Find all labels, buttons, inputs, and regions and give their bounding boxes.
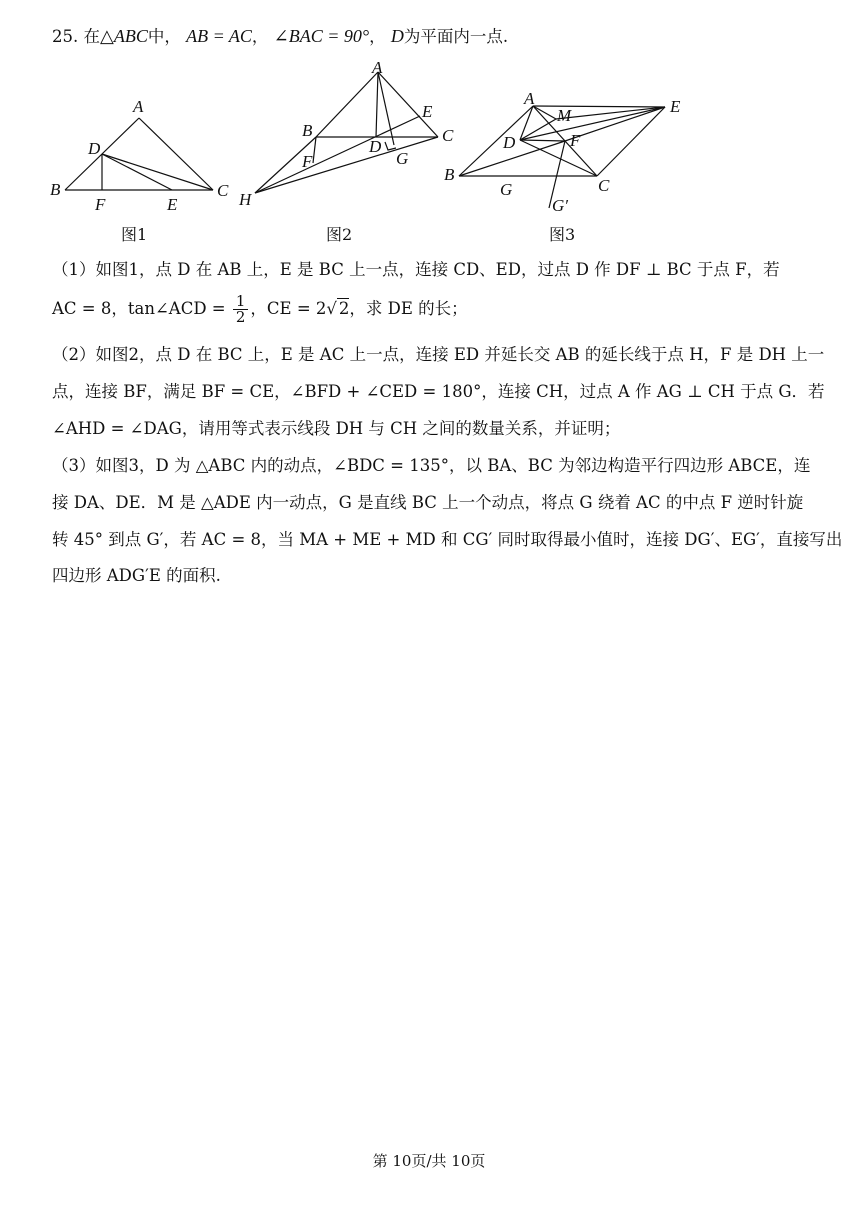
- fig3-caption: 图3: [549, 225, 576, 244]
- part1-line2: AC = 8，tan∠ACD = $\frac{1}{2}$ ，CE = 2√ 2，求 DE 的长；: [52, 292, 468, 326]
- fig1-label-c: C: [217, 181, 229, 200]
- figure-2: [255, 72, 438, 193]
- fig2-label-c: C: [442, 126, 454, 145]
- fig2-label-d: D: [369, 137, 382, 156]
- fig2-label-a: A: [372, 58, 383, 77]
- fig2-caption: 图2: [326, 225, 353, 244]
- part3-line2: 接 DA、DE．M 是 △ADE 内一动点，G 是直线 BC 上一个动点，将点 G 绕着 AC 的中点 F 逆时针旋: [52, 493, 804, 512]
- fig3-label-g-prime: G′: [552, 196, 568, 215]
- fig2-label-b: B: [302, 121, 313, 140]
- page-footer: 第 10页/共 10页: [372, 1152, 486, 1170]
- fig3-label-e: E: [670, 97, 681, 116]
- part1-line1: （1）如图1，点 D 在 AB 上，E 是 BC 上一点，连接 CD、ED，过点 D 作 DF ⊥ BC 于点 F，若: [52, 260, 780, 279]
- fig3-label-a: A: [524, 89, 535, 108]
- part2-line2: 点，连接 BF，满足 BF = CE，∠BFD + ∠CED = 180°，连接 CH，过点 A 作 AG ⊥ CH 于点 G．若: [52, 382, 825, 401]
- fraction-one-half: $\frac{1}{2}$: [233, 294, 249, 325]
- problem-number: 25.: [52, 27, 79, 46]
- fig3-label-b: B: [444, 165, 455, 184]
- fig3-label-m: M: [557, 106, 572, 125]
- fig1-label-a: A: [133, 97, 144, 116]
- fig1-label-f: F: [95, 195, 106, 214]
- part2-line3: ∠AHD = ∠DAG，请用等式表示线段 DH 与 CH 之间的数量关系，并证明；: [52, 419, 621, 438]
- figures: [0, 0, 858, 250]
- part3-line1: （3）如图3，D 为 △ABC 内的动点，∠BDC = 135°，以 BA、BC 为邻边构造平行四边形 ABCE，连: [52, 456, 811, 475]
- part3-line3: 转 45° 到点 G′，若 AC = 8，当 MA + ME + MD 和 CG′ 同时取得最小值时，连接 DG′、EG′，直接写出: [52, 530, 843, 549]
- fig3-label-c: C: [598, 176, 610, 195]
- part3-line4: 四边形 ADG′E 的面积.: [52, 566, 221, 585]
- fig2-label-e: E: [422, 102, 433, 121]
- fig1-label-e: E: [167, 195, 178, 214]
- fig2-label-h: H: [239, 190, 252, 209]
- fig2-label-g: G: [396, 149, 409, 168]
- part2-line1: （2）如图2，点 D 在 BC 上，E 是 AC 上一点，连接 ED 并延长交 AB 的延长线于点 H，F 是 DH 上一: [52, 345, 825, 364]
- sqrt-sign: √: [326, 299, 337, 318]
- fig3-label-f: F: [570, 131, 581, 150]
- fig1-label-b: B: [50, 180, 61, 199]
- fig3-label-d: D: [503, 133, 516, 152]
- problem-intro: 25. 在△ABC中， AB = AC， ∠BAC = 90°， D为平面内一点.: [52, 26, 509, 46]
- fig1-label-d: D: [88, 139, 101, 158]
- fig3-label-g: G: [500, 180, 513, 199]
- fig2-label-f: F: [302, 152, 313, 171]
- fig1-caption: 图1: [121, 225, 148, 244]
